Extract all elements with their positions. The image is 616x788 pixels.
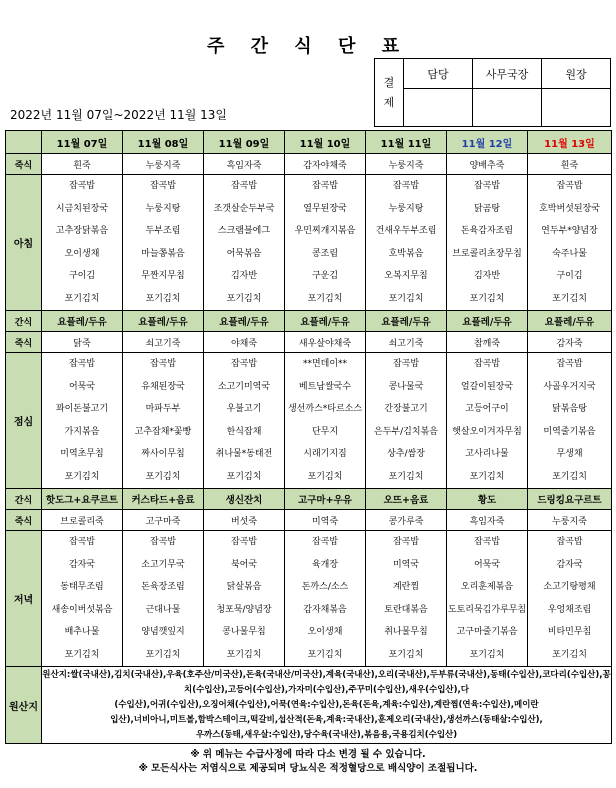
breakfast-cell (285, 175, 366, 311)
breakfast-cell (204, 175, 285, 311)
snack-cell: 황도 (447, 489, 528, 510)
dinner-cell (123, 531, 204, 667)
row-label-porridge: 죽식 (6, 332, 42, 353)
porridge-cell: 감자야채죽 (285, 154, 366, 175)
snack-pm-row (6, 489, 612, 510)
menu-item: 포기김치 (145, 649, 181, 660)
menu-item: 고추장닭볶음 (55, 226, 109, 236)
menu-item: 은두부/김치볶음 (374, 426, 438, 437)
menu-item: 청포묵/양념장 (216, 604, 272, 615)
menu-item: 포기김치 (64, 471, 100, 482)
dinner-cell (366, 531, 447, 667)
menu-item: 취나물*동태전 (215, 449, 273, 459)
menu-item: 고구마줄기볶음 (456, 627, 518, 637)
menu-item: 잡곡밥 (473, 359, 501, 369)
row-label-lunch: 점심 (6, 353, 42, 489)
menu-item: 포기김치 (469, 293, 505, 304)
porridge-cell: 닭죽 (42, 332, 123, 353)
menu-item: 김자반 (473, 271, 501, 281)
menu-item: 어묵국 (473, 559, 501, 570)
approval-box (374, 58, 611, 127)
menu-item: 오복지무침 (384, 271, 428, 281)
menu-item: 포기김치 (552, 293, 587, 304)
approval-sign-director[interactable] (542, 89, 611, 127)
menu-item: 양념깻잎지 (141, 627, 185, 637)
menu-item: 오이생채 (64, 248, 100, 259)
lunch-row (6, 353, 612, 489)
row-label-snack: 간식 (6, 311, 42, 332)
menu-item: 잡곡밥 (473, 181, 501, 191)
breakfast-cell (42, 175, 123, 311)
snack-cell: 요플레/두유 (447, 311, 528, 332)
lunch-cell (285, 353, 366, 489)
menu-item: 우엉채조림 (547, 604, 592, 615)
menu-item: 닭살볶음 (226, 582, 262, 592)
menu-item: 잡곡밥 (149, 181, 177, 191)
menu-item: 토란대볶음 (384, 604, 428, 615)
menu-item: 건새우두부조림 (375, 226, 437, 236)
breakfast-cell (123, 175, 204, 311)
menu-item: 마파두부 (145, 404, 181, 414)
menu-item: 잡곡밥 (230, 359, 258, 369)
menu-item: 육개장 (311, 559, 339, 570)
snack-cell: 오뜨+음료 (366, 489, 447, 510)
menu-item: 포기김치 (388, 649, 424, 660)
menu-item: 취나물무침 (384, 627, 428, 637)
day-header: 11월 13일 (528, 131, 612, 154)
menu-item: 포기김치 (226, 471, 262, 482)
menu-item: 어묵국 (68, 381, 96, 392)
approval-header-manager: 사무국장 (473, 59, 542, 89)
menu-item: 고추잡채*꽃빵 (134, 426, 192, 437)
menu-item: 포기김치 (469, 649, 505, 660)
breakfast-cell (528, 175, 612, 311)
menu-item: 시금치된장국 (55, 203, 109, 214)
snack-cell: 요플레/두유 (123, 311, 204, 332)
snack-cell: 커스타드+음료 (123, 489, 204, 510)
menu-item: 미역초무침 (60, 449, 104, 459)
menu-item: 잡곡밥 (556, 181, 583, 191)
menu-item: 구이김 (556, 271, 583, 281)
menu-item: 두부조림 (145, 226, 181, 236)
menu-item: 동태무조림 (60, 582, 104, 592)
porridge-cell: 누룽지죽 (366, 154, 447, 175)
menu-item: 돈육장조림 (141, 582, 185, 592)
porridge-cell: 쇠고기죽 (366, 332, 447, 353)
porridge-cell: 누룽지죽 (528, 510, 612, 531)
porridge-eve-row (6, 510, 612, 531)
menu-item: 숙주나물 (552, 248, 587, 259)
menu-item: 잡곡밥 (149, 359, 177, 369)
origin-info (42, 667, 612, 744)
menu-item: 호박버섯된장국 (539, 203, 600, 214)
porridge-cell: 콩가루죽 (366, 510, 447, 531)
menu-item: 닭볶음탕 (552, 404, 587, 414)
lunch-cell (123, 353, 204, 489)
menu-item: 생선까스*타르소스 (287, 404, 363, 414)
dinner-cell (528, 531, 612, 667)
porridge-cell: 야채죽 (204, 332, 285, 353)
menu-item: 잡곡밥 (149, 537, 177, 547)
menu-item: 닭곰탕 (473, 203, 501, 214)
menu-item: 마늘쫑볶음 (141, 248, 185, 259)
snack-cell: 요플레/두유 (42, 311, 123, 332)
row-label-snack: 간식 (6, 489, 42, 510)
origin-line: 입산),너비아니,미트볼,함박스테이크,떡갈비,섭산적(돈육,계육:국내산),훈제오리(국내산),생선까스(동태살:수입산), (110, 714, 543, 725)
menu-item: 포기김치 (307, 471, 343, 482)
menu-item: 배추나물 (64, 627, 100, 637)
row-label-dinner: 저녁 (6, 531, 42, 667)
menu-item: 잡곡밥 (556, 537, 583, 547)
weekly-menu-table (5, 130, 612, 744)
menu-item: 무짠지무침 (141, 271, 185, 281)
menu-item: 베트남쌀국수 (298, 381, 352, 392)
menu-item: 소고기탕평채 (543, 582, 596, 592)
porridge-am-row (6, 154, 612, 175)
menu-item: 북어국 (230, 559, 258, 570)
menu-item: 포기김치 (226, 649, 262, 660)
menu-item: 감자국 (68, 559, 96, 570)
origin-line: 원산지:쌀(국내산),김치(국내산),우육(호주산/미국산),돈육(국내산/미국산),계육(국내산),오리(국내산),두부류(국내산),동태(수입산),코다리(수입산),꽁치(수입산),고등어(수입산),가자미(수입산),주꾸미(수입산),새우(수입산),다 (42, 669, 611, 695)
porridge-cell: 흑임자죽 (447, 510, 528, 531)
breakfast-row (6, 175, 612, 311)
menu-item: 포기김치 (64, 649, 100, 660)
menu-item: 우민찌개지볶음 (294, 226, 356, 236)
menu-item: 포기김치 (469, 471, 505, 482)
menu-item: 콩나물무침 (222, 627, 266, 637)
menu-item: 상추/쌈장 (387, 449, 425, 459)
porridge-cell: 새우살야채죽 (285, 332, 366, 353)
day-header: 11월 07일 (42, 131, 123, 154)
porridge-cell: 고구마죽 (123, 510, 204, 531)
porridge-cell: 쇠고기죽 (123, 332, 204, 353)
menu-item: 오리훈제볶음 (460, 582, 514, 592)
porridge-cell: 누룽지죽 (123, 154, 204, 175)
approval-label (375, 59, 404, 127)
breakfast-cell (447, 175, 528, 311)
row-label-porridge: 죽식 (6, 510, 42, 531)
menu-item: 브로콜리초장무침 (452, 248, 522, 259)
porridge-cell: 흰죽 (528, 154, 612, 175)
menu-item: 어묵볶음 (226, 248, 262, 259)
menu-item: 누룽지탕 (388, 203, 424, 214)
menu-item: 우불고기 (226, 404, 262, 414)
origin-line: 우까스(동태,새우살:수입산),당수육(국내산),볶음용,국용김치(수입산) (195, 729, 458, 740)
menu-period: 2022년 11월 07일~2022년 11월 13일 (10, 108, 228, 122)
menu-item: 잡곡밥 (392, 181, 420, 191)
approval-header-staff: 담당 (404, 59, 473, 89)
approval-header-director: 원장 (542, 59, 611, 89)
snack-cell: 요플레/두유 (366, 311, 447, 332)
approval-sign-manager[interactable] (473, 89, 542, 127)
dinner-cell (42, 531, 123, 667)
note-line: ※ 모든식사는 저염식으로 제공되며 당뇨식은 적정혈당으로 배식양이 조절됩니다. (138, 763, 478, 774)
menu-item: 열무된장국 (303, 203, 347, 214)
menu-item: 구운김 (311, 271, 339, 281)
porridge-cell: 브로콜리죽 (42, 510, 123, 531)
menu-item: 잡곡밥 (68, 181, 96, 191)
lunch-cell (528, 353, 612, 489)
menu-item: 소고기미역국 (217, 381, 271, 392)
snack-cell: 요플레/두유 (204, 311, 285, 332)
porridge-pm-row (6, 332, 612, 353)
day-header-row (6, 131, 612, 154)
snack-cell: 고구마+우유 (285, 489, 366, 510)
menu-item: 간장불고기 (384, 404, 428, 414)
menu-item: 계란찜 (392, 582, 420, 592)
snack-cell: 드링킹요구르트 (528, 489, 612, 510)
menu-item: 잡곡밥 (473, 537, 501, 547)
snack-cell: 요플레/두유 (285, 311, 366, 332)
row-label-origin: 원산지 (6, 667, 42, 744)
porridge-cell: 미역죽 (285, 510, 366, 531)
porridge-cell: 감자죽 (528, 332, 612, 353)
menu-item: 호박볶음 (388, 248, 424, 259)
menu-item: 비타민무침 (547, 627, 592, 637)
menu-item: 가지볶음 (64, 426, 100, 437)
porridge-cell: 흑임자죽 (204, 154, 285, 175)
menu-item: 미역줄기볶음 (543, 426, 596, 437)
lunch-cell (204, 353, 285, 489)
menu-item: 포기김치 (145, 293, 181, 304)
menu-item: 연두부*양념장 (541, 226, 598, 236)
menu-item: 감자국 (556, 559, 583, 570)
menu-item: 포기김치 (226, 293, 262, 304)
menu-item: 꽈이돈불고기 (55, 404, 109, 414)
menu-item: 김자반 (230, 271, 258, 281)
origin-row (6, 667, 612, 744)
menu-item: 근대나물 (145, 604, 181, 615)
menu-item: 누룽지탕 (145, 203, 181, 214)
menu-item: 짜사이무침 (141, 449, 185, 459)
dinner-row (6, 531, 612, 667)
lunch-cell (447, 353, 528, 489)
day-header: 11월 12일 (447, 131, 528, 154)
menu-item: 잡곡밥 (392, 537, 420, 547)
menu-item: 시래기지짐 (303, 449, 347, 459)
row-label-breakfast: 아침 (6, 175, 42, 311)
menu-item: 잡곡밥 (68, 537, 96, 547)
page-title: 주 간 식 단 표 (206, 36, 409, 57)
approval-sign-staff[interactable] (404, 89, 473, 127)
menu-item: 사골우거지국 (543, 381, 596, 392)
lunch-cell (42, 353, 123, 489)
menu-item: 소고기무국 (141, 559, 185, 570)
approval-label-char: 제 (383, 95, 395, 109)
menu-item: 조갯살순두부국 (213, 203, 275, 214)
snack-am-row (6, 311, 612, 332)
dinner-cell (204, 531, 285, 667)
menu-item: 포기김치 (307, 649, 343, 660)
menu-item: 콩조림 (311, 248, 339, 259)
menu-item: 미역국 (392, 559, 420, 570)
menu-item: 포기김치 (388, 293, 424, 304)
menu-item: 잡곡밥 (230, 181, 258, 191)
header-corner (6, 131, 42, 154)
menu-item: 잡곡밥 (311, 537, 339, 547)
menu-item: 포기김치 (552, 471, 587, 482)
menu-item: 무생채 (556, 449, 583, 459)
menu-item: 도토리묵김가루무침 (447, 604, 527, 615)
menu-item: 얼갈이된장국 (460, 381, 514, 392)
breakfast-cell (366, 175, 447, 311)
menu-item: 감자채볶음 (303, 604, 347, 615)
menu-item: 콩나물국 (388, 381, 424, 392)
menu-item: 포기김치 (64, 293, 100, 304)
porridge-cell: 양배추죽 (447, 154, 528, 175)
snack-cell: 핫도그+요쿠르트 (42, 489, 123, 510)
menu-item: 잡곡밥 (311, 181, 339, 191)
note-line: ※ 위 메뉴는 수급사정에 따라 다소 변경 될 수 있습니다. (190, 749, 426, 760)
menu-item: 고등어구이 (465, 404, 509, 414)
menu-item: 돈까스/소스 (301, 582, 349, 592)
porridge-cell: 참깨죽 (447, 332, 528, 353)
menu-item: 포기김치 (145, 471, 181, 482)
menu-item: 잡곡밥 (556, 359, 583, 369)
menu-item: 구이김 (68, 271, 96, 281)
menu-item: 포기김치 (388, 471, 424, 482)
row-label-porridge: 죽식 (6, 154, 42, 175)
day-header: 11월 11일 (366, 131, 447, 154)
day-header: 11월 10일 (285, 131, 366, 154)
notes (0, 748, 616, 776)
menu-item: 잡곡밥 (392, 359, 420, 369)
menu-item: 포기김치 (307, 293, 343, 304)
menu-item: 잡곡밥 (230, 537, 258, 547)
day-header: 11월 08일 (123, 131, 204, 154)
menu-item: 스크램블에그 (217, 226, 271, 236)
menu-item: 단무지 (311, 426, 339, 437)
menu-item: 햇살오이겨자무침 (452, 426, 522, 437)
dinner-cell (285, 531, 366, 667)
menu-item: 새송이버섯볶음 (51, 604, 113, 615)
porridge-cell: 버섯죽 (204, 510, 285, 531)
snack-cell: 요플레/두유 (528, 311, 612, 332)
menu-item: 고사리나물 (465, 449, 509, 459)
day-header: 11월 09일 (204, 131, 285, 154)
approval-label-char: 결 (383, 75, 395, 89)
menu-item: 오이생채 (307, 627, 343, 637)
porridge-cell: 흰죽 (42, 154, 123, 175)
snack-cell: 생신잔치 (204, 489, 285, 510)
menu-item: 잡곡밥 (68, 359, 96, 369)
menu-item: 포기김치 (552, 649, 587, 660)
lunch-cell (366, 353, 447, 489)
menu-item: 돈육감자조림 (460, 226, 514, 236)
menu-item: **면데이** (302, 359, 348, 369)
menu-item: 한식잡채 (226, 426, 262, 437)
menu-item: 유채된장국 (141, 381, 185, 392)
dinner-cell (447, 531, 528, 667)
origin-line: (수입산),어귀(수입산),오징어채(수입산),어묵(연육:수입산),돈육(돈육,계육:수입산),계란찜(연육:수입산),메이란 (114, 699, 539, 710)
